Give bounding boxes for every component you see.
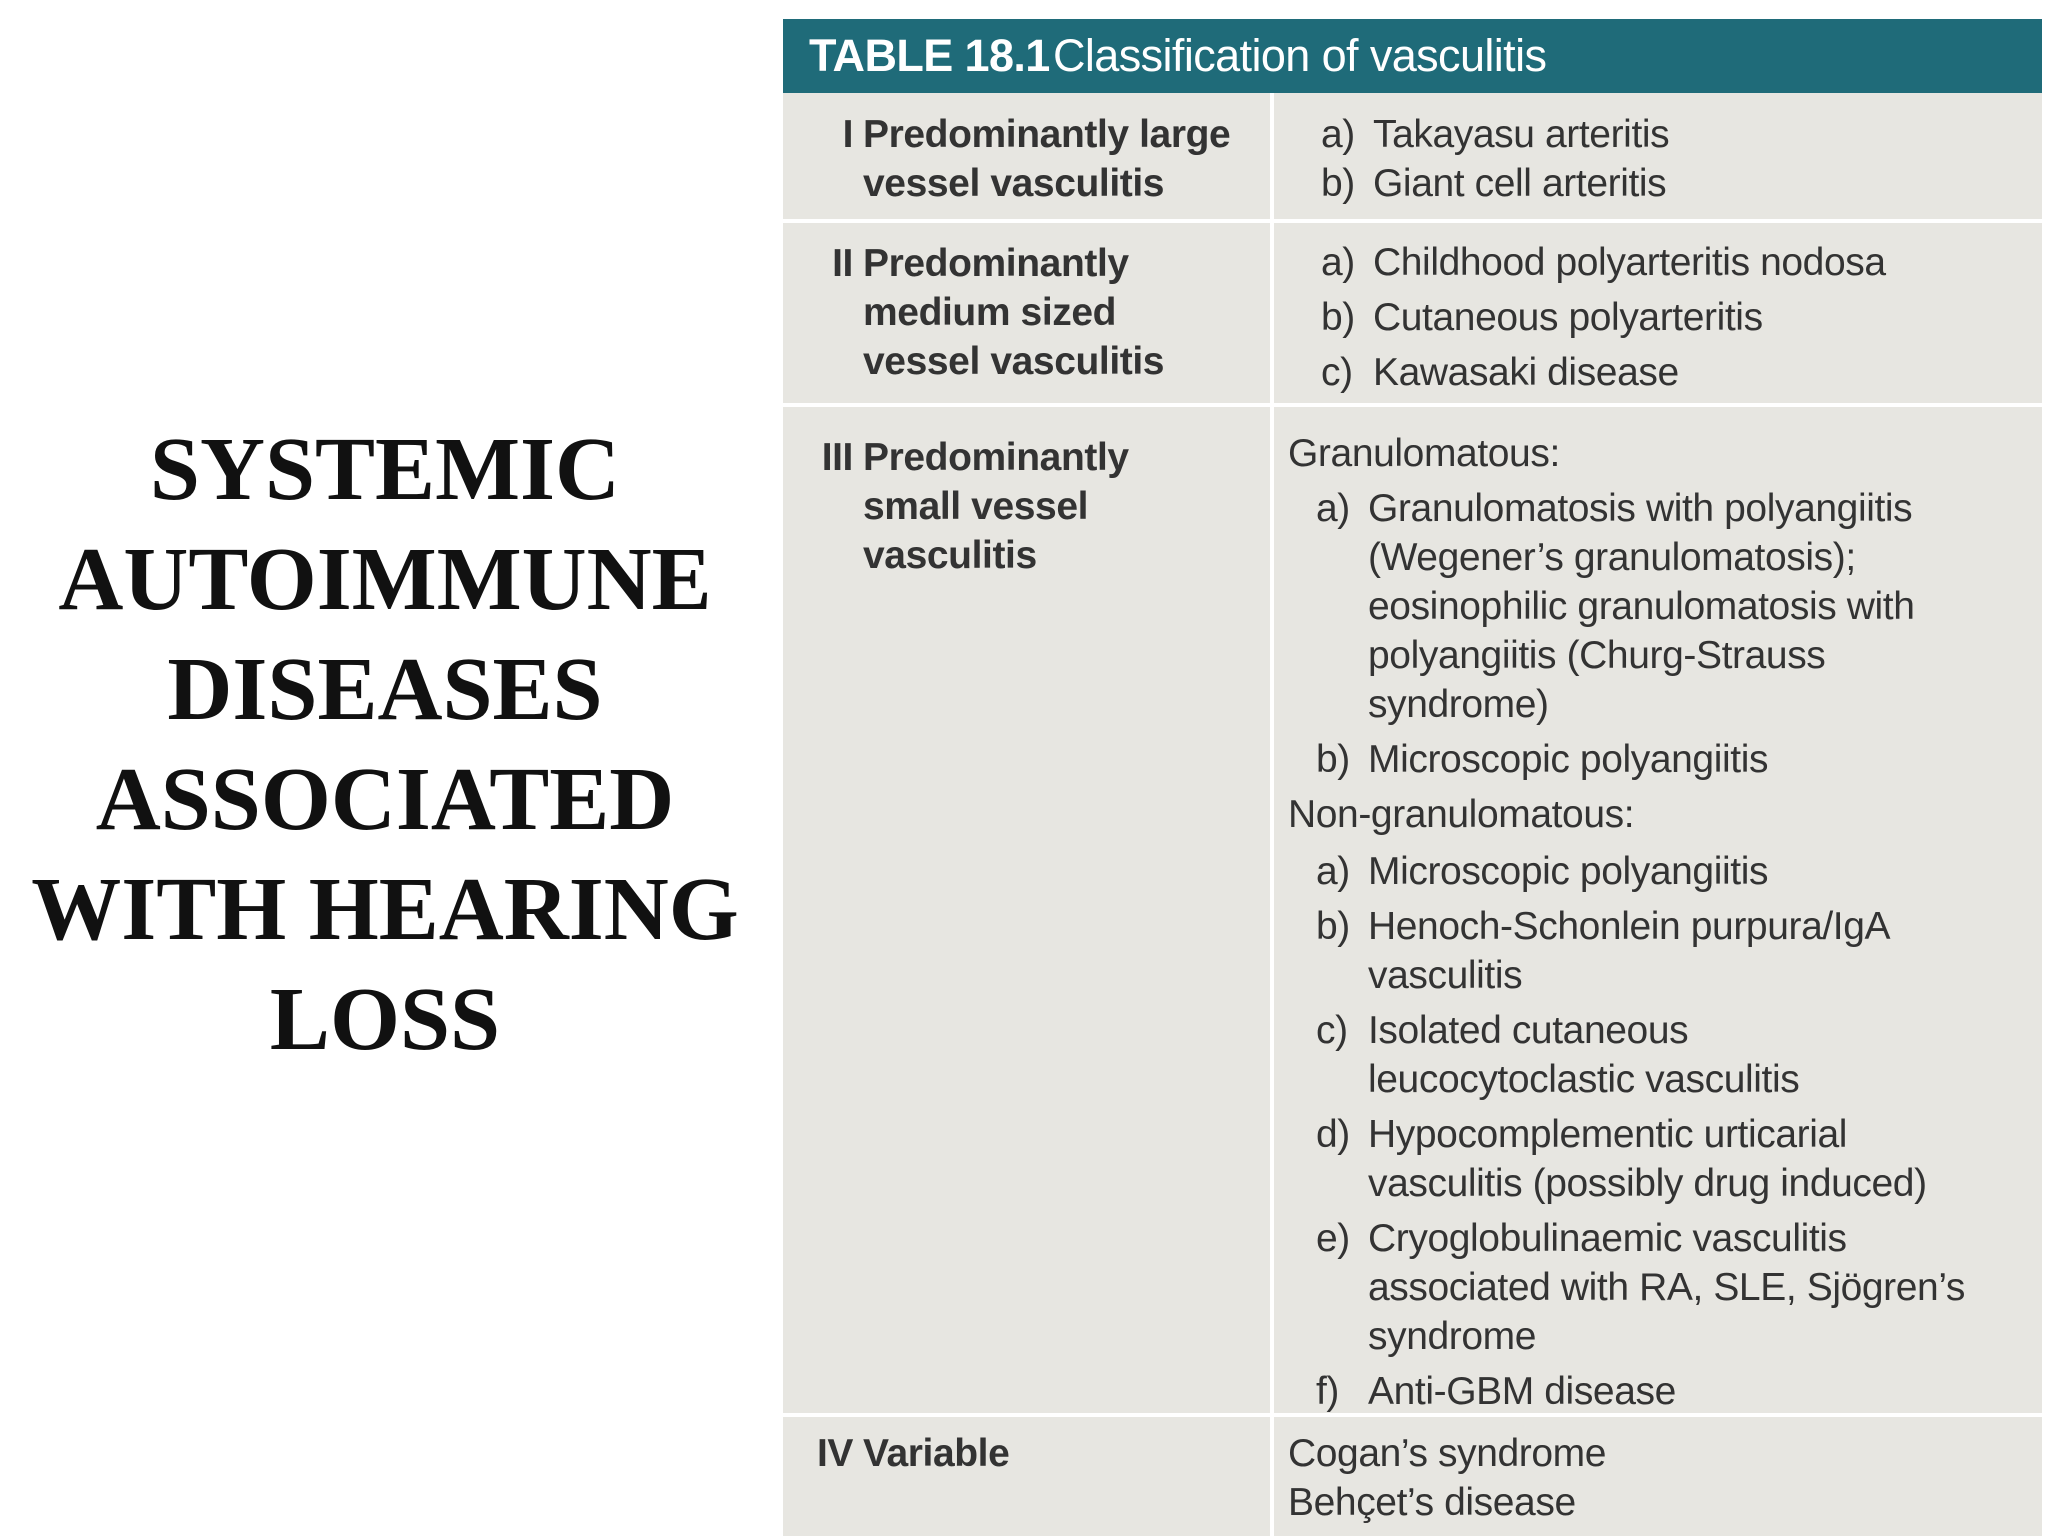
item-letter: a) <box>1316 487 1350 530</box>
item-text: Anti-GBM disease <box>1368 1370 1676 1413</box>
group-heading: Non-granulomatous: <box>1288 793 1635 836</box>
list-item <box>1288 1367 2038 1416</box>
item-text: vasculitis (possibly drug induced) <box>1368 1162 1927 1205</box>
category-label <box>863 239 1164 386</box>
item-text: (Wegener’s granulomatosis); <box>1368 536 1856 579</box>
list-item <box>1288 1006 2038 1104</box>
item-text: syndrome) <box>1368 683 1549 726</box>
slide-title-line: SYSTEMIC <box>149 420 621 519</box>
list-item <box>1293 110 2033 159</box>
slide-title-line: DISEASES <box>167 640 603 739</box>
category-line: vasculitis <box>863 534 1037 577</box>
item-text: Childhood polyarteritis nodosa <box>1373 241 1886 284</box>
list-item <box>1288 1214 2038 1361</box>
item-text: syndrome <box>1368 1315 1537 1358</box>
category-label <box>863 110 1230 208</box>
slide-title-line: ASSOCIATED <box>95 750 675 849</box>
list-item <box>1293 235 2033 290</box>
item-letter: b) <box>1321 296 1355 339</box>
category-line: Predominantly <box>863 436 1129 479</box>
item-text: leucocytoclastic vasculitis <box>1368 1058 1800 1101</box>
item-text: Granulomatosis with polyangiitis <box>1368 487 1913 530</box>
item-text: Cutaneous polyarteritis <box>1373 296 1763 339</box>
item-letter: b) <box>1316 738 1350 781</box>
category-number: I <box>842 113 853 156</box>
category-line: small vessel <box>863 485 1089 528</box>
list-item <box>1293 345 2033 400</box>
item-text: eosinophilic granulomatosis with <box>1368 585 1915 628</box>
item-text: Microscopic polyangiitis <box>1368 850 1769 893</box>
item-text: Giant cell arteritis <box>1373 162 1667 205</box>
table-header <box>783 19 2042 93</box>
list-item <box>1288 1110 2038 1208</box>
slide-title-line: LOSS <box>269 970 501 1069</box>
diseases-cell <box>1288 429 2038 1416</box>
category-label <box>863 433 1129 580</box>
item-letter: c) <box>1316 1009 1348 1052</box>
list-item <box>1288 847 2038 896</box>
item-letter: a) <box>1321 241 1355 284</box>
list-item: Cogan’s syndrome <box>1288 1432 1607 1475</box>
list-item <box>1288 735 2038 784</box>
slide-title <box>0 415 770 1075</box>
category-line: Predominantly <box>863 242 1129 285</box>
item-letter: b) <box>1316 905 1350 948</box>
item-letter: d) <box>1316 1113 1350 1156</box>
item-text: Cryoglobulinaemic vasculitis <box>1368 1217 1847 1260</box>
slide-title-line: WITH HEARING <box>31 860 739 959</box>
item-text: associated with RA, SLE, Sjögren’s <box>1368 1266 1965 1309</box>
list-item: Behçet’s disease <box>1288 1481 1576 1524</box>
item-text: Kawasaki disease <box>1373 351 1679 394</box>
list-item <box>1288 484 2038 729</box>
item-text: vasculitis <box>1368 954 1523 997</box>
group-heading: Granulomatous: <box>1288 432 1560 475</box>
item-text: polyangiitis (Churg-Strauss <box>1368 634 1826 677</box>
item-text: Isolated cutaneous <box>1368 1009 1689 1052</box>
item-letter: a) <box>1321 113 1355 156</box>
classification-table <box>783 19 2042 1536</box>
table-label: TABLE 18.1 <box>809 30 1050 81</box>
category-line: vessel vasculitis <box>863 162 1165 205</box>
category-number: III <box>821 436 853 479</box>
table-row <box>783 407 2042 1413</box>
list-item <box>1288 902 2038 1000</box>
list-item <box>1293 290 2033 345</box>
item-letter: f) <box>1316 1370 1340 1413</box>
item-letter: b) <box>1321 162 1355 205</box>
category-number: IV <box>816 1432 853 1475</box>
table-row <box>783 93 2042 220</box>
category-line: Variable <box>863 1432 1010 1475</box>
slide-title-line: AUTOIMMUNE <box>58 530 712 629</box>
item-text: Henoch-Schonlein purpura/IgA <box>1368 905 1891 948</box>
table-row <box>783 223 2042 403</box>
item-letter: a) <box>1316 850 1350 893</box>
item-letter: e) <box>1316 1217 1350 1260</box>
table-row <box>783 1417 2042 1536</box>
category-line: vessel vasculitis <box>863 340 1165 383</box>
item-letter: c) <box>1321 351 1353 394</box>
table-caption: Classification of vasculitis <box>1053 30 1547 81</box>
list-item <box>1293 159 2033 208</box>
category-label <box>863 1429 1009 1478</box>
category-line: medium sized <box>863 291 1117 334</box>
category-line: Predominantly large <box>863 113 1231 156</box>
item-text: Hypocomplementic urticarial <box>1368 1113 1848 1156</box>
item-text: Microscopic polyangiitis <box>1368 738 1769 781</box>
diseases-cell <box>1293 110 2033 208</box>
category-number: II <box>832 242 853 285</box>
item-text: Takayasu arteritis <box>1373 113 1670 156</box>
diseases-cell <box>1288 1429 2028 1527</box>
diseases-cell <box>1293 235 2033 400</box>
